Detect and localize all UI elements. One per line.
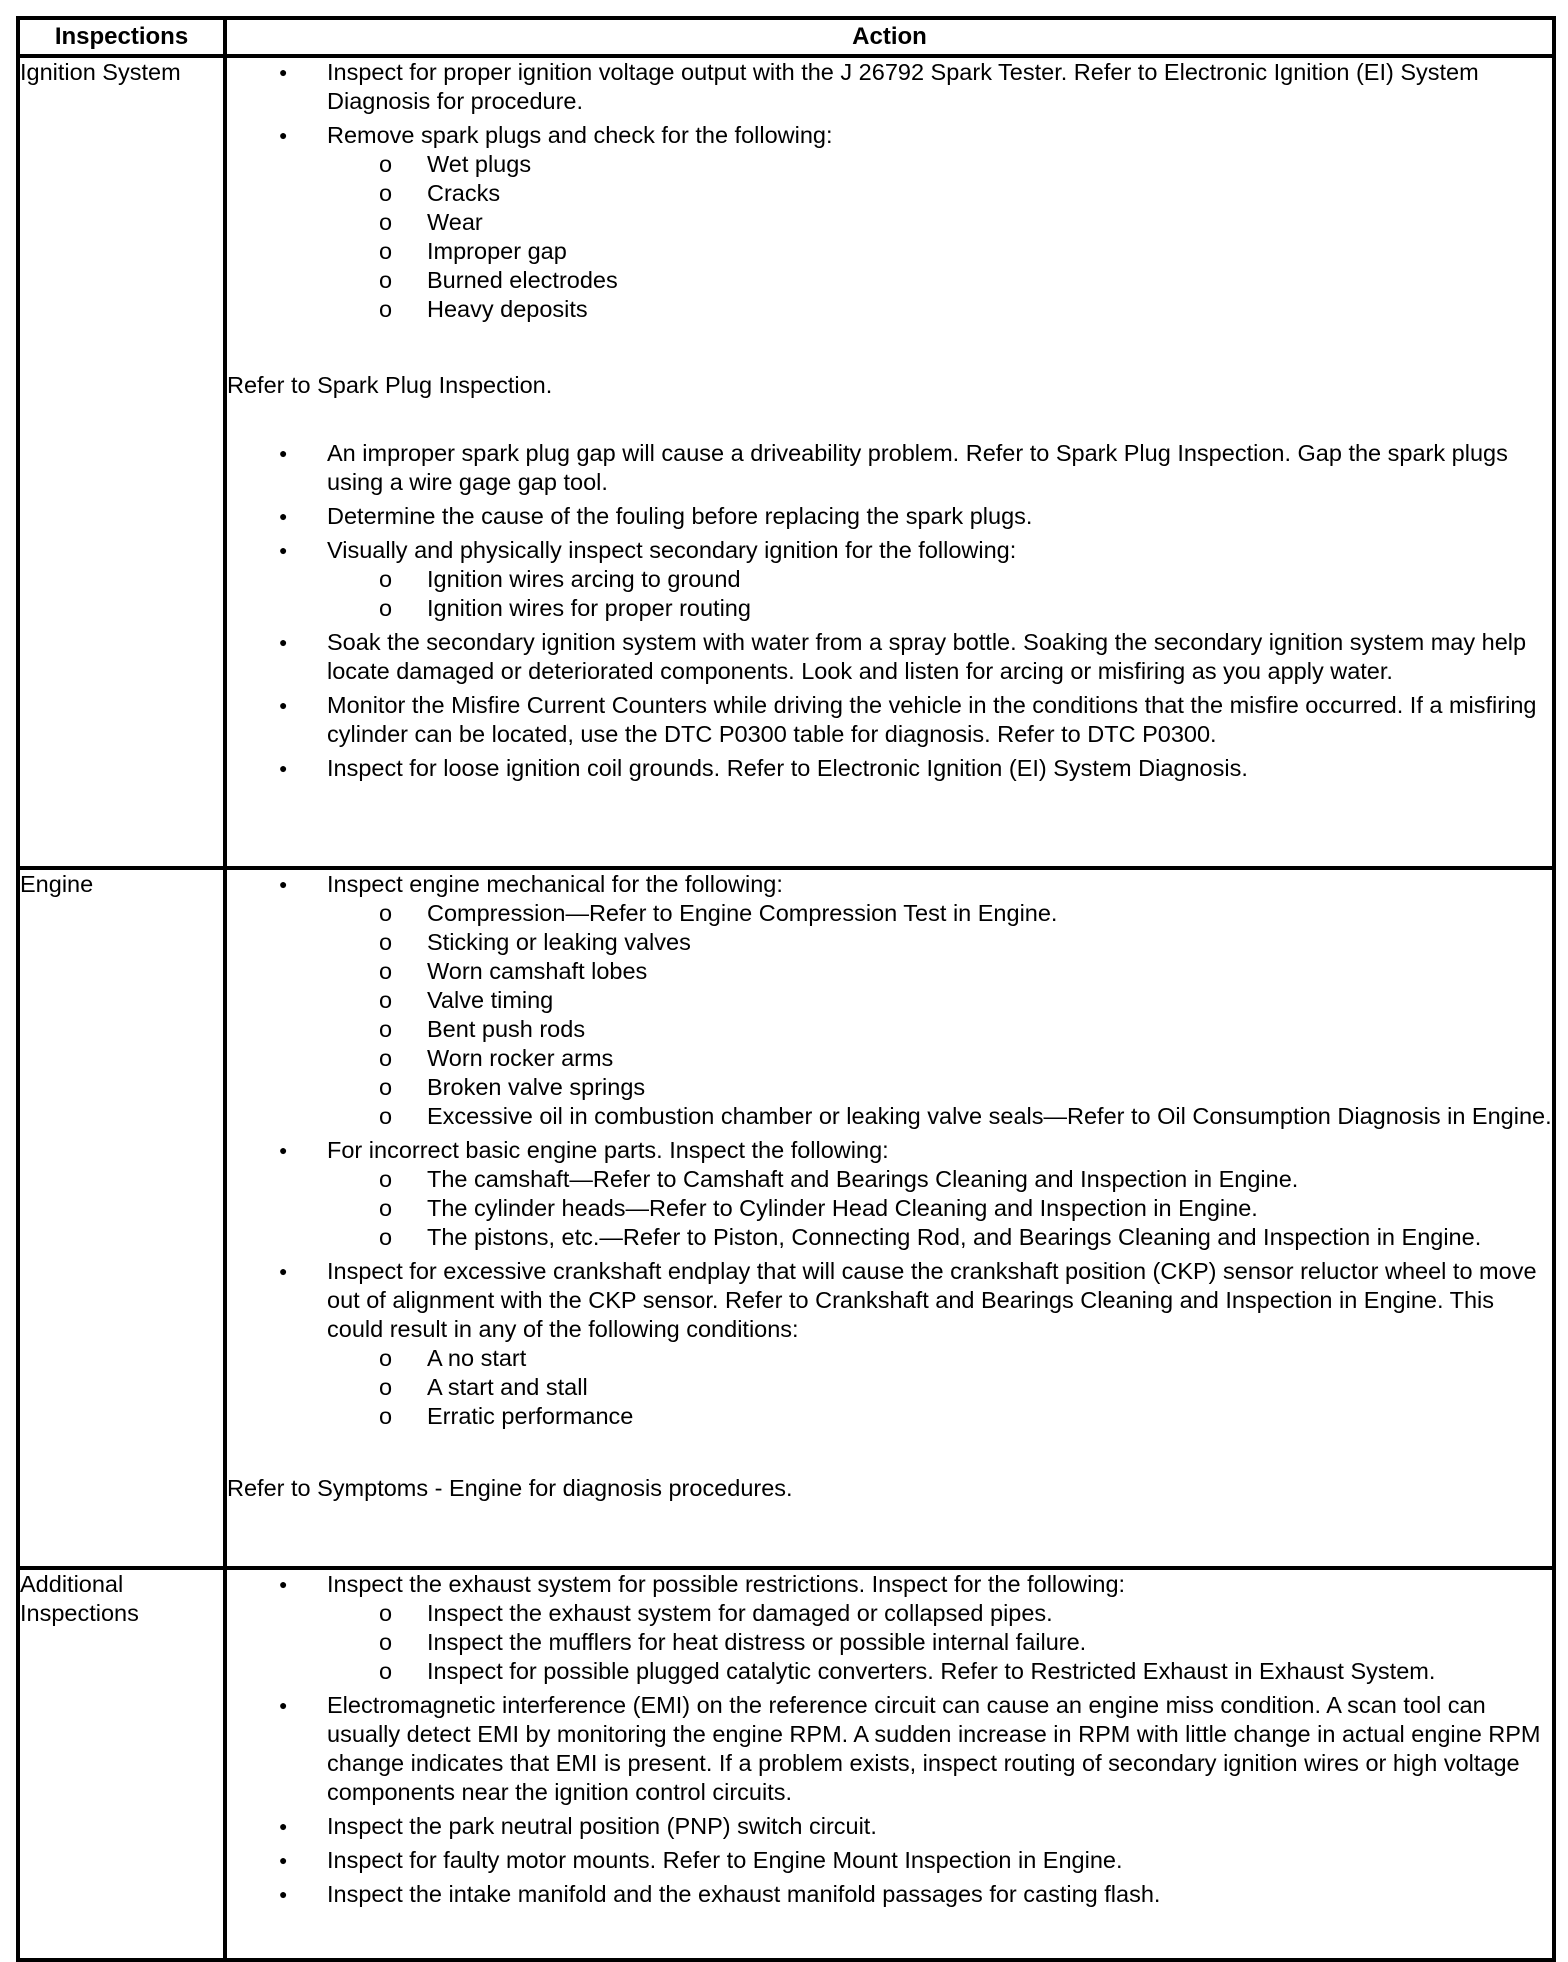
sub-item: o Worn rocker arms bbox=[327, 1044, 1552, 1073]
row-action bbox=[225, 868, 1554, 1568]
reference-text: Refer to Symptoms - Engine for diagnosis procedures. bbox=[227, 1475, 793, 1501]
bullet-item bbox=[227, 439, 1552, 497]
bullet-text: Inspect engine mechanical for the following: bbox=[327, 871, 783, 897]
bullet-text: Inspect for excessive crankshaft endplay that will cause the crankshaft position (CKP) sensor reluctor wheel to move out of alignment with the CKP sensor. Refer to Crankshaft and Bearings Cleaning and Inspection in Engine. This could result in any of the following conditions: bbox=[327, 1258, 1537, 1342]
bullet-item bbox=[227, 502, 1552, 531]
sub-item: o The camshaft—Refer to Camshaft and Bearings Cleaning and Inspection in Engine. bbox=[327, 1165, 1552, 1194]
bullet-item bbox=[227, 691, 1552, 749]
bullet-text: Inspect the exhaust system for possible restrictions. Inspect for the following: bbox=[327, 1571, 1126, 1597]
sub-item: o Burned electrodes bbox=[327, 266, 1552, 295]
bullet-text: Inspect for faulty motor mounts. Refer to Engine Mount Inspection in Engine. bbox=[327, 1847, 1123, 1873]
sub-item: o Worn camshaft lobes bbox=[327, 957, 1552, 986]
sub-item: o Valve timing bbox=[327, 986, 1552, 1015]
bullet-item bbox=[227, 1812, 1552, 1841]
bullet-text: An improper spark plug gap will cause a driveability problem. Refer to Spark Plug Inspection. Gap the spark plugs using a wire gage gap tool. bbox=[327, 440, 1508, 495]
sub-item: o A start and stall bbox=[327, 1373, 1552, 1402]
table-row-additional-inspections bbox=[18, 1568, 1554, 1960]
bullet-item bbox=[227, 1136, 1552, 1252]
sub-list bbox=[327, 150, 1552, 324]
sub-item: o Wear bbox=[327, 208, 1552, 237]
sub-item: o Bent push rods bbox=[327, 1015, 1552, 1044]
inspection-table bbox=[16, 16, 1556, 1962]
sub-item: o Excessive oil in combustion chamber or leaking valve seals—Refer to Oil Consumption Diagnosis in Engine. bbox=[327, 1102, 1552, 1131]
table-row-engine bbox=[18, 868, 1554, 1568]
bullet-item bbox=[227, 870, 1552, 1131]
row-label: Engine bbox=[18, 868, 225, 1568]
bullet-text: Inspect for loose ignition coil grounds. Refer to Electronic Ignition (EI) System Diagnosis. bbox=[327, 755, 1248, 781]
row-label: Ignition System bbox=[18, 56, 225, 868]
sub-item: o Ignition wires for proper routing bbox=[327, 594, 1552, 623]
bullet-item bbox=[227, 121, 1552, 324]
bullet-text: Inspect the intake manifold and the exhaust manifold passages for casting flash. bbox=[327, 1881, 1161, 1907]
bullet-text: Remove spark plugs and check for the following: bbox=[327, 122, 833, 148]
bullet-item bbox=[227, 1880, 1552, 1909]
sub-item: o Heavy deposits bbox=[327, 295, 1552, 324]
bullet-text: Soak the secondary ignition system with water from a spray bottle. Soaking the secondary ignition system may help locate damaged or deteriorated components. Look and listen for arcing or misfiring as you apply water. bbox=[327, 629, 1527, 684]
sub-item: o Ignition wires arcing to ground bbox=[327, 565, 1552, 594]
sub-item: o Wet plugs bbox=[327, 150, 1552, 179]
bullet-text: Determine the cause of the fouling before replacing the spark plugs. bbox=[327, 503, 1033, 529]
bullet-list bbox=[227, 439, 1552, 783]
bullet-item bbox=[227, 536, 1552, 623]
sub-item: o Sticking or leaking valves bbox=[327, 928, 1552, 957]
sub-item: o Improper gap bbox=[327, 237, 1552, 266]
sub-item: o The cylinder heads—Refer to Cylinder Head Cleaning and Inspection in Engine. bbox=[327, 1194, 1552, 1223]
sub-list bbox=[327, 565, 1552, 623]
bullet-item bbox=[227, 754, 1552, 783]
sub-item: o Inspect the mufflers for heat distress or possible internal failure. bbox=[327, 1628, 1552, 1657]
sub-item: o Compression—Refer to Engine Compression Test in Engine. bbox=[327, 899, 1552, 928]
sub-item: o Inspect for possible plugged catalytic converters. Refer to Restricted Exhaust in Exhaust System. bbox=[327, 1657, 1552, 1686]
row-label: Additional Inspections bbox=[18, 1568, 225, 1960]
bullet-item bbox=[227, 58, 1552, 116]
bullet-text: For incorrect basic engine parts. Inspect the following: bbox=[327, 1137, 889, 1163]
header-row bbox=[18, 18, 1554, 56]
bullet-text: Electromagnetic interference (EMI) on the reference circuit can cause an engine miss condition. A scan tool can usually detect EMI by monitoring the engine RPM. A sudden increase in RPM with little change in actual engine RPM change indicates that EMI is present. If a problem exists, inspect routing of secondary ignition wires or high voltage components near the ignition control circuits. bbox=[327, 1692, 1541, 1805]
table-row-ignition-system bbox=[18, 56, 1554, 868]
sub-item: o The pistons, etc.—Refer to Piston, Connecting Rod, and Bearings Cleaning and Inspection in Engine. bbox=[327, 1223, 1552, 1252]
bullet-item bbox=[227, 628, 1552, 686]
sub-item: o Cracks bbox=[327, 179, 1552, 208]
sub-item: o Erratic performance bbox=[327, 1402, 1552, 1431]
reference-text: Refer to Spark Plug Inspection. bbox=[227, 372, 553, 398]
sub-item: o Broken valve springs bbox=[327, 1073, 1552, 1102]
sub-item: o Inspect the exhaust system for damaged or collapsed pipes. bbox=[327, 1599, 1552, 1628]
bullet-list bbox=[227, 870, 1552, 1431]
header-action: Action bbox=[225, 18, 1554, 56]
bullet-text: Inspect the park neutral position (PNP) switch circuit. bbox=[327, 1813, 877, 1839]
sub-list bbox=[327, 1599, 1552, 1686]
header-inspections: Inspections bbox=[18, 18, 225, 56]
bullet-item bbox=[227, 1257, 1552, 1431]
sub-list bbox=[327, 1344, 1552, 1431]
sub-item: o A no start bbox=[327, 1344, 1552, 1373]
bullet-list bbox=[227, 1570, 1552, 1909]
bullet-text: Inspect for proper ignition voltage output with the J 26792 Spark Tester. Refer to Electronic Ignition (EI) System Diagnosis for procedure. bbox=[327, 59, 1479, 114]
row-action bbox=[225, 1568, 1554, 1960]
bullet-list bbox=[227, 58, 1552, 324]
bullet-item bbox=[227, 1691, 1552, 1807]
bullet-text: Monitor the Misfire Current Counters while driving the vehicle in the conditions that the misfire occurred. If a misfiring cylinder can be located, use the DTC P0300 table for diagnosis. Refer to DTC P0300. bbox=[327, 692, 1537, 747]
sub-list bbox=[327, 899, 1552, 1131]
sub-list bbox=[327, 1165, 1552, 1252]
bullet-text: Visually and physically inspect secondary ignition for the following: bbox=[327, 537, 1017, 563]
bullet-item bbox=[227, 1846, 1552, 1875]
bullet-item bbox=[227, 1570, 1552, 1686]
row-action bbox=[225, 56, 1554, 868]
